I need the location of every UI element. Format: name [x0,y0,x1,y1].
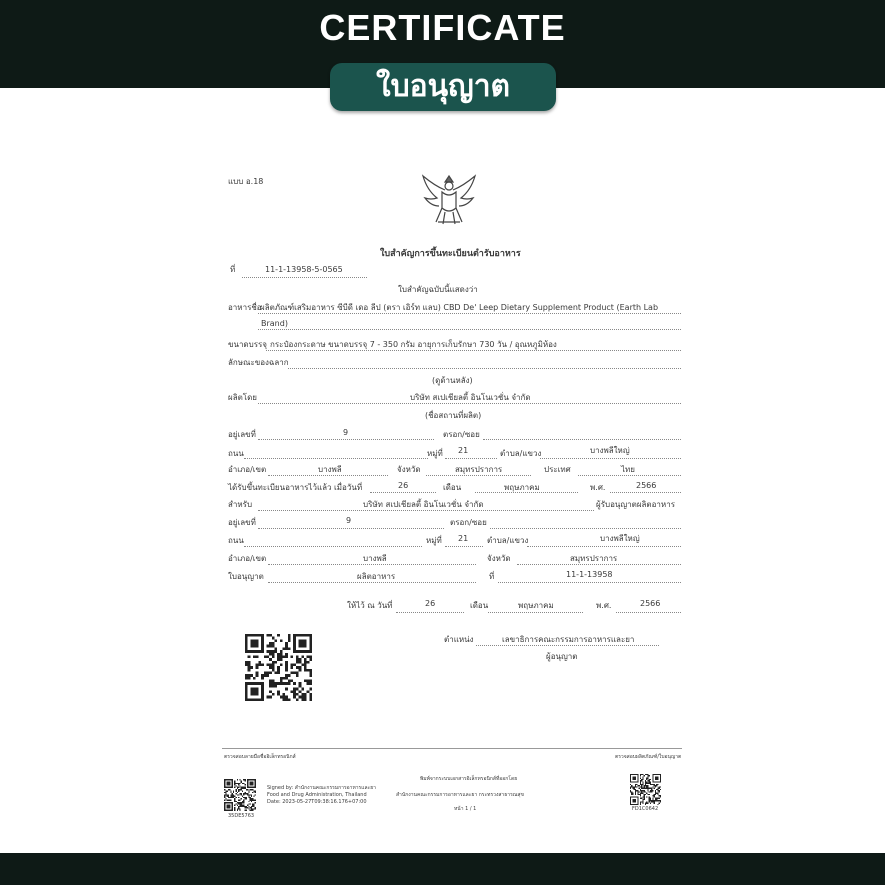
signed-by-2: Food and Drug Administration, Thailand [267,792,367,798]
addr1-province-label: จังหวัด [397,465,421,474]
addr2-road-line [244,546,422,547]
addr2-amphoe-label: อำเภอ/เขต [228,554,267,563]
licensor-label: ผู้อนุญาต [546,652,578,661]
package-value: กระป๋องกระดาษ ขนาดบรรจุ 7 - 350 กรัม อายุการเก็บรักษา 730 วัน / อุณหภูมิห้อง [270,340,557,349]
addr1-country: ไทย [621,465,635,474]
addr1-tambon-line [540,458,681,459]
addr1-country-label: ประเทศ [544,465,571,474]
given-month-line [488,612,583,613]
food-name-2: Brand) [261,319,288,328]
label-char-label: ลักษณะของฉลาก [228,358,289,367]
printed-from: พิมพ์จากระบบเอกสารอิเล็กทรอนิกส์ที่ออกโดย [420,776,518,782]
reg-year-line [610,492,681,493]
reg-month-line [475,492,578,493]
food-name-label: อาหารชื่อ [228,303,262,312]
addr2-province-label: จังหวัด [487,554,511,563]
reg-month-label: เดือน [443,483,462,492]
license-type-line [268,582,476,583]
addr1-house-label: อยู่เลขที่ [228,430,256,439]
verify-signature-text: ตรวจสอบลายมือชื่ออิเล็กทรอนิกส์ [224,754,296,760]
addr1-amphoe-line [268,475,388,476]
for-value: บริษัท สเปเชียลตี้ อินโนเวชั่น จำกัด [363,500,484,509]
page-number: หน้า 1 / 1 [454,806,477,812]
addr1-country-line [578,475,681,476]
addr1-house: 9 [343,428,349,437]
label-char-line [288,368,681,369]
addr2-moo: 21 [458,534,469,543]
addr2-tambon-label: ตำบล/แขวง [487,536,529,545]
addr2-amphoe-line [268,564,476,565]
no-line [242,277,367,278]
produced-by-line [258,403,681,404]
certificate-title: CERTIFICATE [319,7,566,48]
license-label: ใบอนุญาต [228,572,264,581]
no-label: ที่ [230,265,236,274]
footer-divider [222,748,682,749]
license-no: 11-1-13958 [566,570,613,579]
addr2-province: สมุทรปราการ [570,554,618,563]
given-label: ให้ไว้ ณ วันที่ [347,601,393,610]
given-day: 26 [425,599,436,608]
addr1-amphoe: บางพลี [318,465,342,474]
food-name-1: ผลิตภัณฑ์เสริมอาหาร ซีบีดี เดอ ลีป (ตรา เอิร์ท แลบ) CBD De' Leep Dietary Supplement Product (Earth Lab [260,303,659,312]
given-day-line [396,612,464,613]
addr1-tambon-label: ตำบล/แขวง [500,449,542,458]
addr1-road-label: ถนน [228,449,244,458]
addr2-tambon-line [527,546,681,547]
footer-bar [0,853,885,885]
reg-day: 26 [398,481,409,490]
addr2-amphoe: บางพลี [363,554,387,563]
certificate-document [0,88,885,853]
qr-code-license-icon [630,774,661,805]
addr1-amphoe-label: อำเภอ/เขต [228,465,267,474]
license-no-label: ที่ [489,572,495,581]
produced-by-label: ผลิตโดย [228,393,257,402]
document-title: ใบสำคัญการขึ้นทะเบียนตำรับอาหาร [380,249,521,259]
license-type: ผลิตอาหาร [357,572,396,581]
position-line [476,645,659,646]
addr1-moo: 21 [458,446,469,455]
qr-code-signature-icon [224,779,256,811]
garuda-emblem-icon [418,170,480,230]
addr1-alley-line [483,439,681,440]
produced-by: บริษัท สเปเชียลตี้ อินโนเวชั่น จำกัด [410,393,531,402]
license-badge: ใบอนุญาต [330,63,556,111]
addr1-moo-label: หมู่ที่ [427,449,443,458]
license-no-line [498,582,681,583]
addr2-alley-line [490,528,681,529]
given-month-label: เดือน [470,601,489,610]
no-value: 11-1-13958-5-0565 [265,265,343,274]
given-year-line [616,612,681,613]
signed-date: Date: 2023-05-27T09:38:16.176+07:00 [267,799,367,805]
position-label: ตำแหน่ง [444,635,474,644]
position-value: เลขาธิการคณะกรรมการอาหารและยา [502,635,635,644]
agency-name: สำนักงานคณะกรรมการอาหารและยา กระทรวงสาธารณสุข [396,792,524,798]
package-label: ขนาดบรรจุ [228,340,267,349]
given-year-label: พ.ศ. [596,601,612,610]
addr2-alley-label: ตรอก/ซอย [450,518,487,527]
form-code: แบบ อ.18 [228,177,264,186]
reg-day-line [370,492,436,493]
addr2-house-line [258,528,444,529]
given-year: 2566 [640,599,661,608]
place-name: (ชื่อสถานที่ผลิต) [425,411,482,420]
registered-label: ได้รับขึ้นทะเบียนอาหารไว้แล้ว เมื่อวันที่ [228,483,363,492]
for-line [258,510,594,511]
addr1-house-line [258,439,434,440]
food-name-line-1 [258,313,681,314]
qr-code-main-icon [245,634,312,701]
addr1-moo-line [445,458,497,459]
addr2-house: 9 [346,516,352,525]
addr2-tambon: บางพลีใหญ่ [600,534,640,543]
licensee-label: ผู้รับอนุญาตผลิตอาหาร [596,500,675,509]
food-name-line-2 [258,329,681,330]
addr1-tambon: บางพลีใหญ่ [590,446,630,455]
verify-license-text: ตรวจสอบผลิตภัณฑ์/ใบอนุญาต [615,754,682,760]
addr1-province-line [426,475,531,476]
see-back: (ดูด้านหลัง) [432,376,473,385]
footer-code-right: FD1C0642 [632,806,659,812]
addr2-province-line [517,564,681,565]
package-line [266,350,681,351]
footer-code-left: 35DE5763 [228,813,255,819]
declaration: ใบสำคัญฉบับนี้แสดงว่า [398,285,478,294]
addr2-road-label: ถนน [228,536,244,545]
reg-month: พฤษภาคม [504,483,540,492]
addr2-house-label: อยู่เลขที่ [228,518,256,527]
for-label: สำหรับ [228,500,253,509]
reg-year-label: พ.ศ. [590,483,606,492]
signed-by-1: Signed by: สำนักงานคณะกรรมการอาหารและยา [267,785,376,791]
addr1-alley-label: ตรอก/ซอย [443,430,480,439]
addr2-moo-line [445,546,483,547]
addr1-road-line [244,458,428,459]
addr1-province: สมุทรปราการ [455,465,503,474]
addr2-moo-label: หมู่ที่ [426,536,442,545]
reg-year: 2566 [636,481,657,490]
given-month: พฤษภาคม [518,601,554,610]
